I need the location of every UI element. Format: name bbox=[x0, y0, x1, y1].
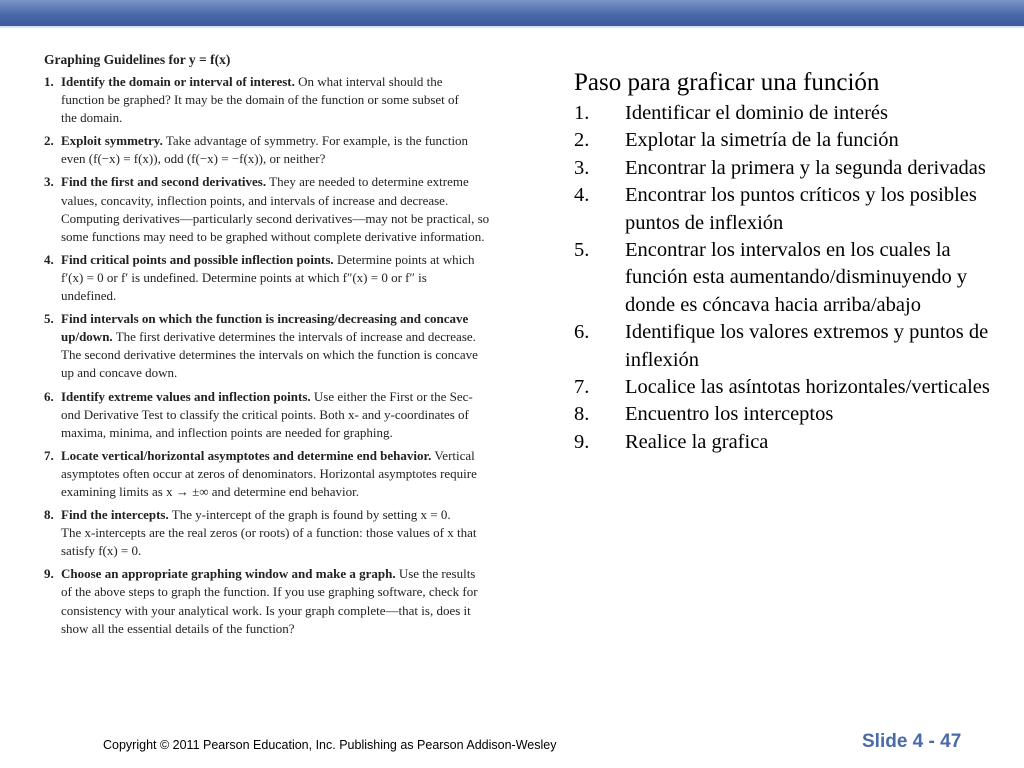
paso-number: 1. bbox=[574, 102, 590, 124]
paso-item bbox=[574, 100, 1014, 127]
guideline-heading: Find critical points and possible inflection points. bbox=[61, 251, 334, 267]
paso-number: 7. bbox=[574, 376, 590, 399]
guideline-number: 6. bbox=[44, 388, 54, 404]
guideline-item bbox=[44, 173, 544, 245]
guideline-number: 4. bbox=[44, 251, 54, 267]
paso-text: Encontrar los intervalos en los cuales la función esta aumentando/disminuyendo y donde es cóncava hacia arriba/abajo bbox=[625, 239, 968, 316]
guideline-heading: Identify extreme values and inflection points. bbox=[61, 388, 311, 404]
guideline-number: 8. bbox=[44, 507, 54, 523]
guideline-item bbox=[44, 506, 544, 560]
guideline-item bbox=[44, 251, 544, 305]
paso-number: 5. bbox=[574, 239, 590, 262]
guideline-text: The y-intercept of the graph is found by setting x = 0. The x-intercepts are the real zeros (or roots) of a function: those values of x that satisfy f(x) = 0. bbox=[61, 507, 477, 559]
paso-item bbox=[574, 374, 1014, 401]
guideline-text: Determine points at which f′(x) = 0 or f′ is undefined. Determine points at which f″(x) = 0 or f″ is undefined. bbox=[61, 251, 475, 304]
guideline-heading: Find the first and second derivatives. bbox=[61, 174, 267, 190]
header-bar-shadow bbox=[0, 26, 1024, 29]
paso-number: 6. bbox=[574, 321, 590, 344]
guideline-text: On what interval should the function be graphed? It may be the domain of the function or some subset of the domain. bbox=[61, 74, 459, 126]
guideline-number: 3. bbox=[44, 174, 54, 190]
guideline-number: 2. bbox=[44, 133, 54, 149]
pasos-panel bbox=[574, 68, 1014, 456]
paso-item bbox=[574, 429, 1014, 456]
guideline-heading: Find the intercepts. bbox=[61, 507, 169, 523]
guideline-text: Take advantage of symmetry. For example, is the function even (f(−x) = f(x)), odd (f(−x) = −f(x)), or neither? bbox=[61, 133, 469, 167]
pasos-title: Paso para graficar una función bbox=[574, 69, 880, 96]
header-bar bbox=[0, 0, 1024, 26]
paso-text: Encontrar la primera y la segunda derivadas bbox=[625, 156, 986, 179]
paso-text: Identificar el dominio de interés bbox=[625, 102, 888, 124]
slide-number: Slide 4 - 47 bbox=[862, 731, 962, 752]
guideline-item bbox=[44, 73, 544, 127]
guideline-heading: Find intervals on which the function is increasing/decreasing and concave up/down. bbox=[61, 311, 469, 345]
guideline-number: 1. bbox=[44, 74, 54, 89]
guideline-heading: Locate vertical/horizontal asymptotes and determine end behavior. bbox=[61, 447, 432, 463]
paso-number: 4. bbox=[574, 184, 590, 207]
guideline-heading: Exploit symmetry. bbox=[61, 133, 163, 149]
paso-text: Realice la grafica bbox=[625, 430, 769, 453]
guideline-heading: Choose an appropriate graphing window and make a graph. bbox=[61, 566, 396, 582]
paso-item bbox=[574, 401, 1014, 428]
paso-text: Encontrar los puntos críticos y los posibles puntos de inflexión bbox=[625, 184, 977, 234]
guideline-text: Use either the First or the Sec- ond Derivative Test to classify the critical points. Both x- and y-coordinates of maxima, minima, and inflection points are needed for graphing. bbox=[61, 388, 473, 440]
guideline-text: The first derivative determines the intervals of increase and decrease. The second derivative determines the intervals on which the function is concave up and concave down. bbox=[61, 329, 478, 381]
guideline-item bbox=[44, 565, 544, 637]
guideline-number: 9. bbox=[44, 566, 54, 582]
paso-item bbox=[574, 182, 1014, 237]
paso-text: Explotar la simetría de la función bbox=[625, 129, 899, 152]
guideline-item bbox=[44, 447, 544, 501]
paso-text: Encuentro los interceptos bbox=[625, 403, 834, 426]
paso-text: Localice las asíntotas horizontales/verticales bbox=[625, 376, 990, 399]
guidelines-title: Graphing Guidelines for y = f(x) bbox=[44, 52, 231, 67]
paso-item bbox=[574, 155, 1014, 182]
paso-item bbox=[574, 237, 1014, 319]
guideline-heading: Identify the domain or interval of interest. bbox=[61, 74, 295, 89]
paso-number: 9. bbox=[574, 430, 590, 453]
guideline-text: They are needed to determine extreme values, concavity, inflection points, and intervals of increase and decrease. Computing derivatives—particularly second derivatives—may not be practical, so some functions may need to be graphed without complete derivative information. bbox=[61, 174, 490, 244]
paso-number: 2. bbox=[574, 129, 590, 152]
guideline-item bbox=[44, 310, 544, 382]
guideline-number: 7. bbox=[44, 447, 54, 463]
paso-item bbox=[574, 319, 1014, 374]
paso-number: 8. bbox=[574, 403, 590, 426]
guideline-text: Use the results of the above steps to graph the function. If you use graphing software, check for consistency with your analytical work. Is your graph complete—that is, does it show all the essential details of the function? bbox=[61, 566, 478, 636]
guideline-text: Vertical asymptotes often occur at zeros of denominators. Horizontal asymptotes require examining limits as x → ±∞ and determine end behavior. bbox=[61, 447, 477, 499]
guideline-item bbox=[44, 388, 544, 442]
guideline-item bbox=[44, 132, 544, 168]
paso-text: Identifique los valores extremos y puntos de inflexión bbox=[625, 321, 989, 371]
graphing-guidelines-panel bbox=[44, 52, 544, 643]
paso-number: 3. bbox=[574, 156, 590, 179]
paso-item bbox=[574, 127, 1014, 154]
guideline-number: 5. bbox=[44, 311, 54, 327]
copyright-notice: Copyright © 2011 Pearson Education, Inc. Publishing as Pearson Addison-Wesley bbox=[103, 738, 557, 752]
